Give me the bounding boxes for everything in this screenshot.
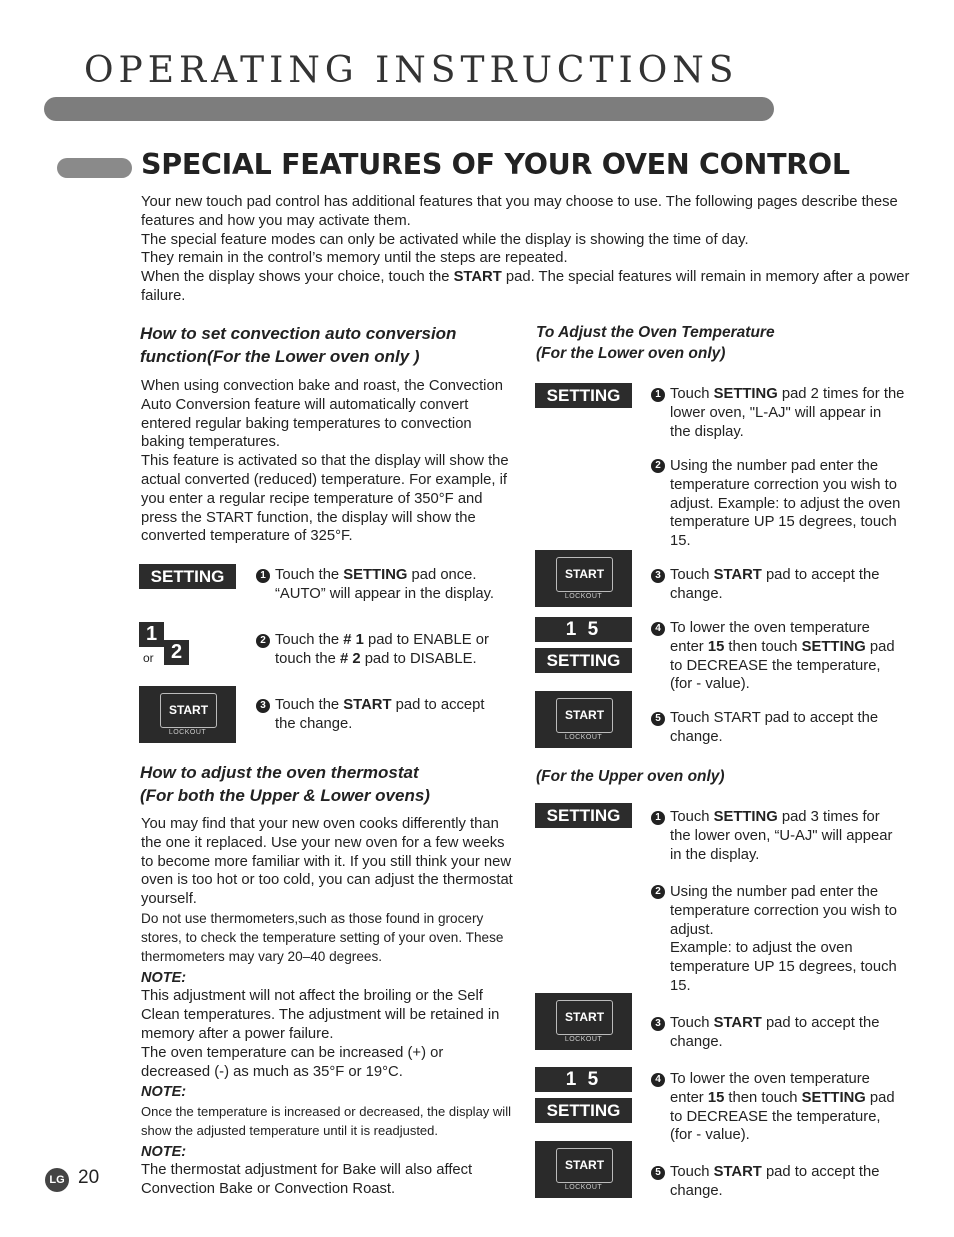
number-15-pad[interactable]: 1 5: [535, 617, 632, 642]
lockout-label: LOCKOUT: [564, 1036, 603, 1043]
lockout-label: LOCKOUT: [564, 734, 603, 741]
setting-pad[interactable]: SETTING: [535, 803, 632, 828]
lockout-label: LOCKOUT: [168, 729, 207, 736]
number-15-pad[interactable]: 1 5: [535, 1067, 632, 1092]
upper-step-4: 4 To lower the oven temperature enter 15 then touch SETTING pad to DECREASE the temperature, (for - value).: [651, 1070, 916, 1145]
upper-oven-heading: (For the Upper oven only): [536, 768, 725, 785]
convection-step-1: 1 Touch the SETTING pad once. “AUTO” will appear in the display.: [256, 566, 526, 604]
setting-pad[interactable]: SETTING: [535, 648, 632, 673]
thermostat-body: You may find that your new oven cooks differently than the one it replaced. Use your new oven for a few weeks to become more familiar with it. If you still think your new oven is too hot or too cold, you can adjust the thermostat yourself. Do not use thermometers,such as those found in grocery stores, to check the temperature setting of your oven. These thermometers may vary 20–40 degrees. NOTE: This adjustment will not affect the broiling or the Self Clean temperatures. The adjustment will be retained in memory after a power failure. The oven temperature can be increased (+) or decreased (-) as much as 35°F or 19°C. NOTE: Once the temperature is increased or decreased, the display will show the adjusted temperature until it is readjusted. NOTE: The thermostat adjustment for Bake will also affect Convection Bake or Convection Roast.: [141, 816, 513, 1198]
convection-step-3: 3 Touch the START pad to accept the change.: [256, 696, 526, 734]
intro-p2: The special feature modes can only be activated while the display is showing the time of day.: [141, 231, 749, 248]
lower-step-3: 3 Touch START pad to accept the change.: [651, 566, 916, 604]
setting-pad[interactable]: SETTING: [535, 1098, 632, 1123]
lower-step-4: 4 To lower the oven temperature enter 15 then touch SETTING pad to DECREASE the temperature, (for - value).: [651, 619, 916, 694]
convection-heading: How to set convection auto conversion function(For the Lower oven only ): [140, 324, 457, 366]
convection-body: When using convection bake and roast, the Convection Auto Conversion feature will automatically convert entered regular baking temperatures to convection baking temperatures. This feature is activated so that the display will show the actual converted (reduced) temperature. For example, if you enter a regular recipe temperature of 350°F and press the START function, the display will show the converted temperature of 325°F.: [141, 378, 509, 545]
lockout-label: LOCKOUT: [564, 593, 603, 600]
upper-step-1: 1 Touch SETTING pad 3 times for the lower oven, “U-AJ" will appear in the display.: [651, 808, 916, 864]
intro-p4: When the display shows your choice, touch the START pad. The special features will remain in memory after a power failure.: [141, 269, 910, 304]
upper-step-5: 5 Touch START pad to accept the change.: [651, 1163, 916, 1201]
start-label: START: [556, 1000, 613, 1035]
number-2-pad[interactable]: 2: [164, 640, 189, 665]
intro-p3: They remain in the control’s memory until the steps are repeated.: [141, 250, 568, 267]
start-label: START: [556, 557, 613, 592]
setting-pad[interactable]: SETTING: [535, 383, 632, 408]
lower-step-5: 5 Touch START pad to accept the change.: [651, 709, 916, 747]
lockout-label: LOCKOUT: [564, 1184, 603, 1191]
start-label: START: [160, 693, 217, 728]
lower-oven-heading: To Adjust the Oven Temperature (For the Lower oven only): [536, 324, 775, 362]
page-number: 20: [78, 1167, 100, 1188]
start-pad[interactable]: [535, 1141, 632, 1198]
start-pad[interactable]: [535, 550, 632, 607]
start-pad[interactable]: [535, 993, 632, 1050]
lg-logo-icon: LG: [45, 1168, 69, 1192]
start-label: START: [556, 698, 613, 733]
section-marker: [57, 158, 132, 178]
lower-step-2: 2 Using the number pad enter the temperature correction you wish to adjust. Example: to adjust the oven temperature UP 15 degrees, touch 15.: [651, 457, 916, 551]
upper-step-3: 3 Touch START pad to accept the change.: [651, 1014, 916, 1052]
section-title: SPECIAL FEATURES OF YOUR OVEN CONTROL: [141, 148, 850, 181]
lower-step-1: 1 Touch SETTING pad 2 times for the lower oven, "L-AJ" will appear in the display.: [651, 385, 916, 441]
intro: [141, 193, 916, 306]
upper-step-2: 2 Using the number pad enter the temperature correction you wish to adjust. Example: to adjust the oven temperature UP 15 degrees, touch 15.: [651, 883, 916, 996]
header-bar: [44, 97, 774, 121]
setting-pad[interactable]: SETTING: [139, 564, 236, 589]
start-pad[interactable]: [535, 691, 632, 748]
convection-step-2: 2 Touch the # 1 pad to ENABLE or touch the # 2 pad to DISABLE.: [256, 631, 526, 669]
start-pad[interactable]: [139, 686, 236, 743]
header-title: OPERATING INSTRUCTIONS: [84, 50, 739, 91]
intro-p1: Your new touch pad control has additional features that you may choose to use. The following pages describe these features and how you may activate them.: [141, 194, 898, 229]
start-label: START: [556, 1148, 613, 1183]
thermostat-heading: How to adjust the oven thermostat (For both the Upper & Lower ovens): [140, 763, 430, 805]
number-1-pad[interactable]: 1: [139, 622, 164, 647]
or-label: or: [143, 651, 154, 665]
